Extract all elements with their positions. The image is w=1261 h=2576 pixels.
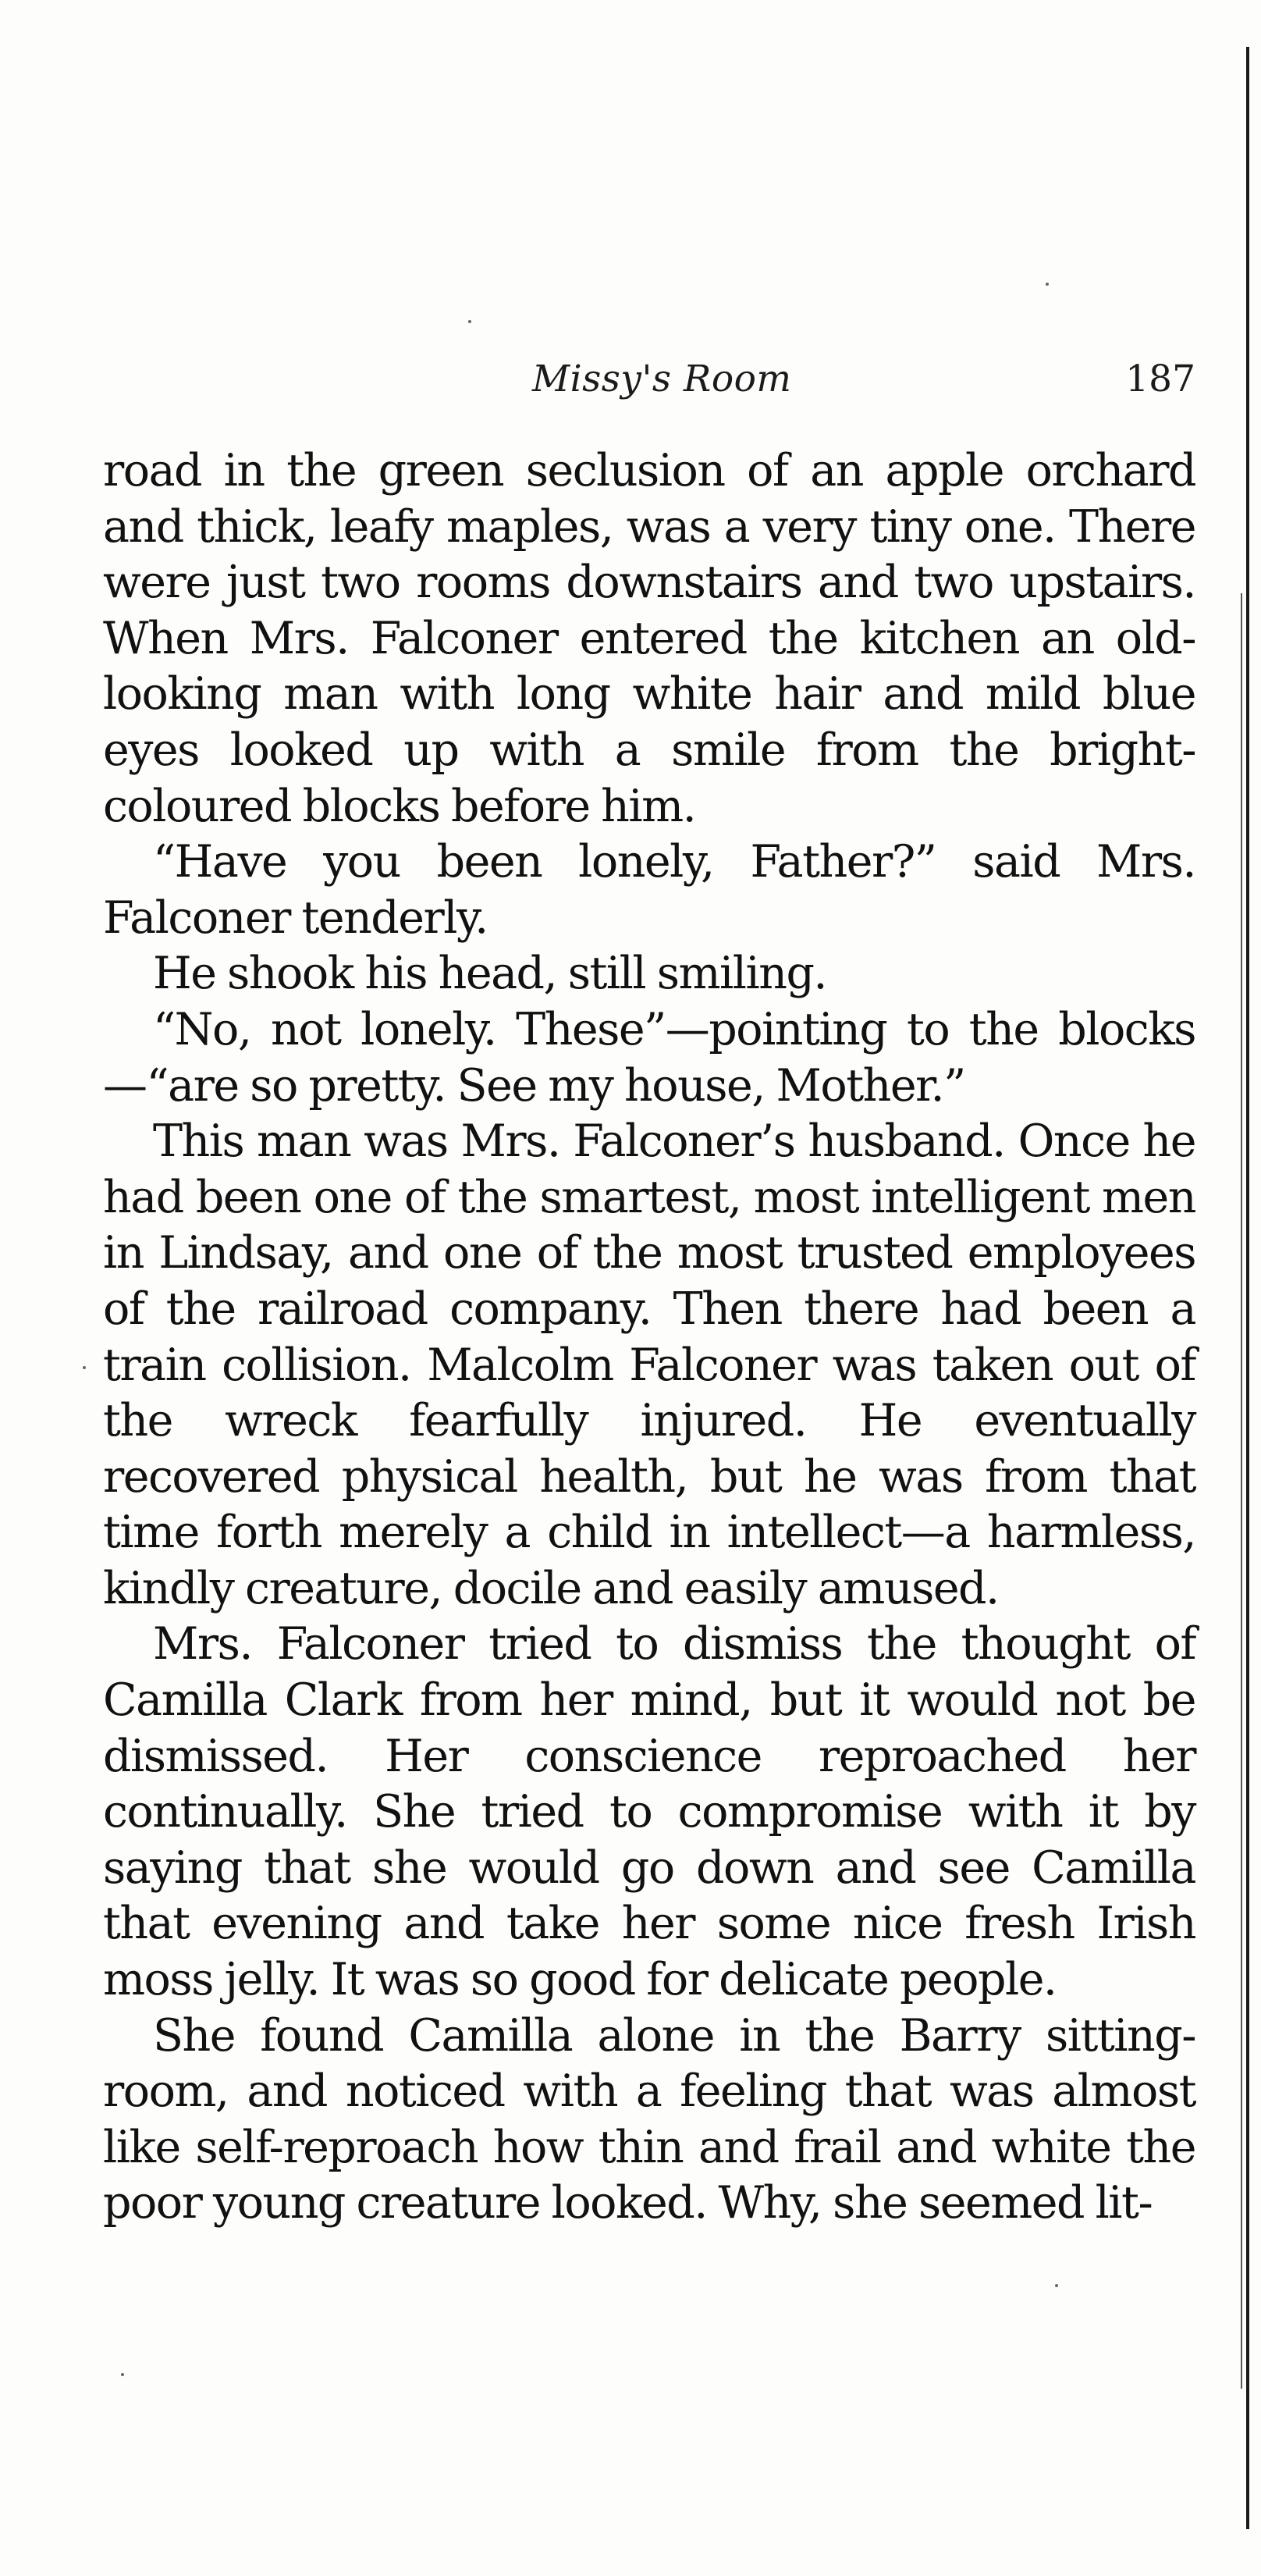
page-edge-shadow: [1246, 47, 1249, 2529]
paper-speck: [1046, 283, 1049, 286]
paragraph: He shook his head, still smiling.: [153, 948, 827, 1000]
paper-speck: [1055, 2284, 1058, 2287]
paper-speck: [468, 320, 471, 323]
paragraph: This man was Mrs. Falconer’s husband. Once he had been one of the smartest, most intelligent men in Lindsay, and one of the most trusted employees of the railroad company. Then there had been a train collision. Malcolm Falconer was taken out of the wreck fearfully injured. He eventually recovered physical health, but he was from that time forth merely a child in intellect—a harmless, kindly creature, docile and easily amused.: [103, 1115, 1195, 1614]
paragraph: “Have you been lonely, Father?” said Mrs. Falconer tenderly.: [103, 836, 1195, 944]
page-number: 187: [1125, 358, 1195, 400]
paragraph: Mrs. Falconer tried to dismiss the thought of Camilla Clark from her mind, but it would not be dismissed. Her conscience reproached her continually. She tried to compromise with it by saying that she would go down and see Camilla that evening and take her some nice fresh Irish moss jelly. It was so good for delicate people.: [103, 1618, 1195, 2006]
paragraph: “No, not lonely. These”—pointing to the blocks—“are so pretty. See my house, Mother.”: [103, 1003, 1195, 1112]
paragraph: She found Camilla alone in the Barry sitting-room, and noticed with a feeling that was almost like self-reproach how thin and frail and white the poor young creature looked. Why, she seemed lit-: [103, 2009, 1195, 2229]
running-header: [103, 358, 1195, 412]
body-text: [103, 443, 1195, 2232]
paragraph: road in the green seclusion of an apple orchard and thick, leafy maples, was a very tiny one. There were just two rooms downstairs and two upstairs. When Mrs. Falconer entered the kitchen an old-looking man with long white hair and mild blue eyes looked up with a smile from the bright-coloured blocks before him.: [103, 445, 1195, 832]
paper-speck: [83, 1366, 86, 1369]
page-edge-line: [1241, 593, 1242, 2389]
running-title: Missy's Room: [532, 358, 792, 400]
paper-speck: [121, 2373, 124, 2376]
